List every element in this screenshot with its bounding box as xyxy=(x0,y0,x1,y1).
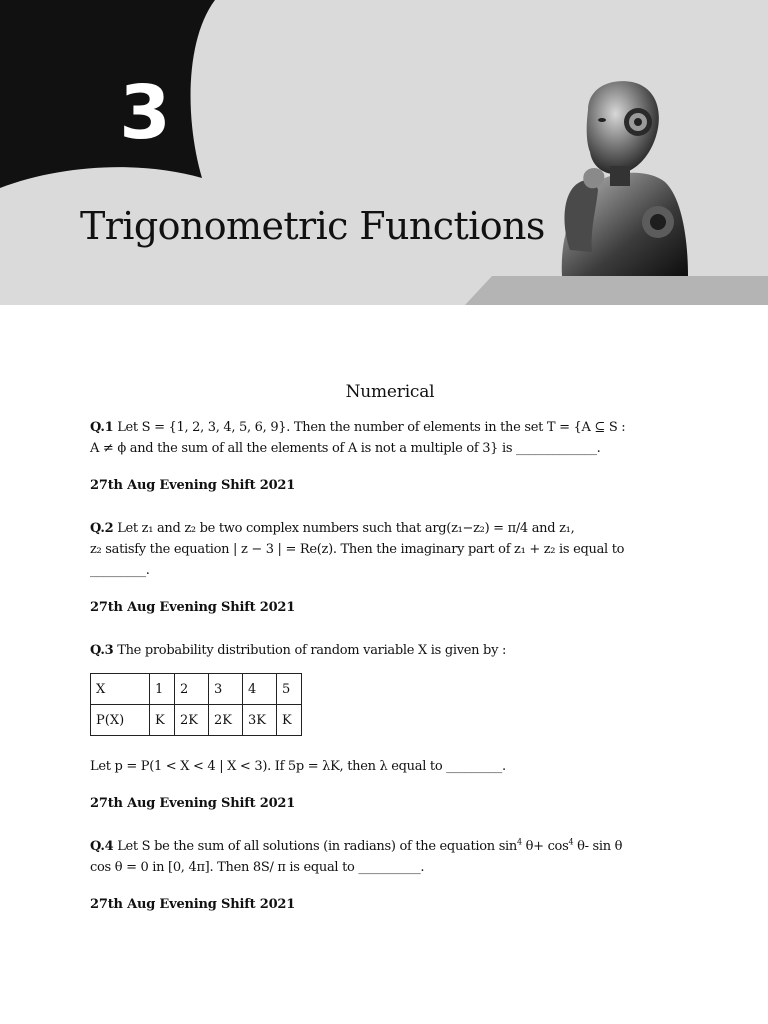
header-stripe xyxy=(465,276,768,305)
chapter-title: Trigonometric Functions xyxy=(80,204,545,248)
table-row xyxy=(91,705,302,736)
question-4-line-1b: θ+ cos xyxy=(521,839,569,854)
table-row xyxy=(91,674,302,705)
question-4-exponent-2: 4 xyxy=(568,837,574,847)
table-cell: P(X) xyxy=(91,705,150,736)
question-3-intro: The probability distribution of random variable X is given by : xyxy=(113,643,507,658)
question-3-label: Q.3 xyxy=(90,643,114,658)
question-4-line-1a: Let S be the sum of all solutions (in radians) of the equation sin xyxy=(113,839,517,854)
question-1-line-1: Let S = {1, 2, 3, 4, 5, 6, 9}. Then the number of elements in the set T = {A ⊆ S : xyxy=(113,420,626,435)
question-4-label: Q.4 xyxy=(90,839,114,854)
table-cell: K xyxy=(150,705,175,736)
table-cell: 3 xyxy=(209,674,243,705)
probability-distribution-table xyxy=(90,673,302,736)
table-cell: 2 xyxy=(175,674,209,705)
question-2 xyxy=(90,518,690,581)
question-4 xyxy=(90,836,690,878)
question-3 xyxy=(90,640,690,661)
table-cell: 4 xyxy=(243,674,277,705)
question-1-line-2: A ≠ ϕ and the sum of all the elements of A is not a multiple of 3} is _____________. xyxy=(90,441,601,456)
question-2-line-3: _________. xyxy=(90,563,150,578)
question-2-shift: 27th Aug Evening Shift 2021 xyxy=(90,600,296,615)
question-4-exponent-1: 4 xyxy=(517,837,522,847)
table-cell: 1 xyxy=(150,674,175,705)
table-cell: 2K xyxy=(175,705,209,736)
question-2-line-2: z₂ satisfy the equation | z − 3 | = Re(z). Then the imaginary part of z₁ + z₂ is equal to xyxy=(90,542,625,557)
question-4-line-1c: θ- sin θ xyxy=(573,839,623,854)
table-cell: 5 xyxy=(277,674,302,705)
chapter-header xyxy=(0,0,768,305)
question-3-condition: Let p = P(1 < X < 4 | X < 3). If 5p = λK, then λ equal to _________. xyxy=(90,759,506,774)
question-4-line-2: cos θ = 0 in [0, 4π]. Then 8S/ π is equal to __________. xyxy=(90,860,425,875)
robot-thinking-image xyxy=(540,70,690,276)
table-cell: K xyxy=(277,705,302,736)
section-title: Numerical xyxy=(345,382,435,402)
question-2-line-1: Let z₁ and z₂ be two complex numbers such that arg(z₁−z₂) = π/4 and z₁, xyxy=(113,521,575,536)
question-1-shift: 27th Aug Evening Shift 2021 xyxy=(90,478,296,493)
chapter-number: 3 xyxy=(119,70,171,156)
question-1 xyxy=(90,417,690,459)
question-1-label: Q.1 xyxy=(90,420,114,435)
content-area xyxy=(90,380,690,937)
question-3-shift: 27th Aug Evening Shift 2021 xyxy=(90,796,296,811)
question-2-label: Q.2 xyxy=(90,521,114,536)
black-corner-shape xyxy=(0,0,215,188)
table-cell: X xyxy=(91,674,150,705)
table-cell: 3K xyxy=(243,705,277,736)
table-cell: 2K xyxy=(209,705,243,736)
question-4-shift: 27th Aug Evening Shift 2021 xyxy=(90,897,296,912)
